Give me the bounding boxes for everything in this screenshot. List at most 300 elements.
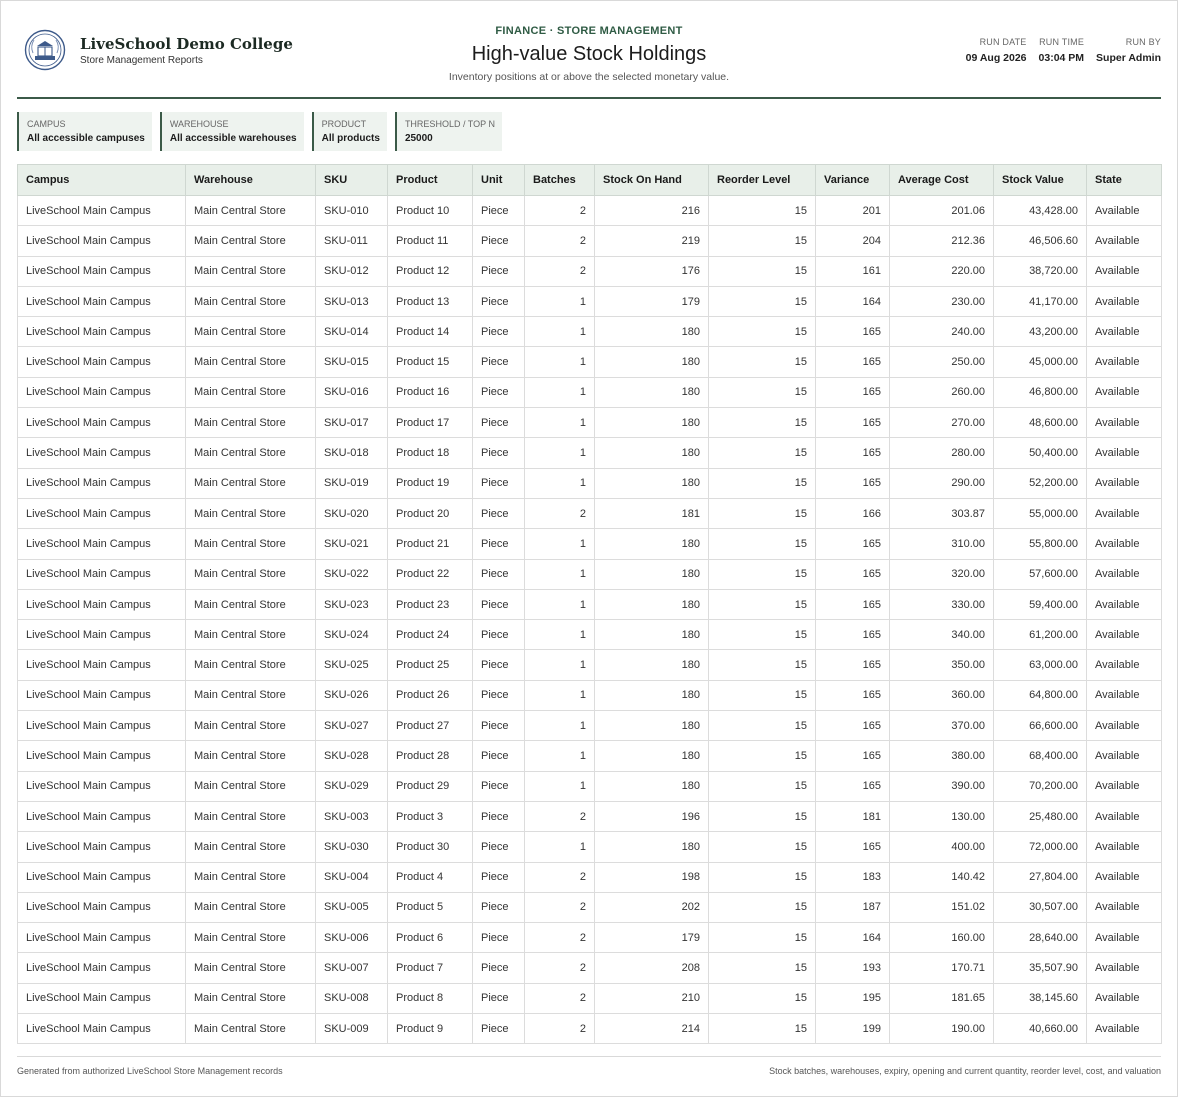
cell-variance: 165	[816, 529, 890, 559]
cell-variance: 165	[816, 408, 890, 438]
cell-stock-on-hand: 219	[595, 226, 709, 256]
cell-sku: SKU-013	[316, 286, 388, 316]
cell-average-cost: 181.65	[890, 983, 994, 1013]
cell-average-cost: 230.00	[890, 286, 994, 316]
cell-state: Available	[1087, 529, 1162, 559]
cell-product: Product 24	[388, 620, 473, 650]
cell-sku: SKU-009	[316, 1014, 388, 1044]
cell-product: Product 18	[388, 438, 473, 468]
column-header-campus: Campus	[18, 165, 186, 196]
cell-reorder-level: 15	[709, 650, 816, 680]
cell-variance: 165	[816, 650, 890, 680]
cell-stock-value: 46,800.00	[994, 377, 1087, 407]
run-by-value: Super Admin	[1096, 52, 1161, 64]
cell-batches: 1	[525, 377, 595, 407]
cell-stock-on-hand: 180	[595, 711, 709, 741]
table-row	[18, 589, 1162, 619]
cell-unit: Piece	[473, 226, 525, 256]
cell-batches: 2	[525, 498, 595, 528]
cell-batches: 1	[525, 741, 595, 771]
footer-source-note: Generated from authorized LiveSchool Store Management records	[17, 1066, 283, 1076]
table-row	[18, 862, 1162, 892]
cell-reorder-level: 15	[709, 498, 816, 528]
cell-campus: LiveSchool Main Campus	[18, 559, 186, 589]
cell-batches: 1	[525, 408, 595, 438]
page-title: High-value Stock Holdings	[471, 43, 707, 65]
cell-product: Product 9	[388, 1014, 473, 1044]
table-row	[18, 620, 1162, 650]
cell-stock-on-hand: 180	[595, 347, 709, 377]
cell-average-cost: 400.00	[890, 832, 994, 862]
table-row	[18, 498, 1162, 528]
cell-warehouse: Main Central Store	[186, 801, 316, 831]
run-by-label: RUN BY	[1125, 37, 1161, 47]
cell-stock-value: 30,507.00	[994, 892, 1087, 922]
cell-product: Product 26	[388, 680, 473, 710]
cell-unit: Piece	[473, 862, 525, 892]
cell-warehouse: Main Central Store	[186, 468, 316, 498]
cell-warehouse: Main Central Store	[186, 347, 316, 377]
cell-average-cost: 160.00	[890, 923, 994, 953]
cell-batches: 2	[525, 256, 595, 286]
cell-batches: 1	[525, 347, 595, 377]
cell-product: Product 29	[388, 771, 473, 801]
cell-sku: SKU-029	[316, 771, 388, 801]
cell-state: Available	[1087, 377, 1162, 407]
cell-unit: Piece	[473, 347, 525, 377]
org-subtitle: Store Management Reports	[80, 55, 203, 66]
cell-reorder-level: 15	[709, 317, 816, 347]
cell-state: Available	[1087, 559, 1162, 589]
cell-variance: 199	[816, 1014, 890, 1044]
cell-state: Available	[1087, 347, 1162, 377]
cell-unit: Piece	[473, 771, 525, 801]
cell-product: Product 20	[388, 498, 473, 528]
cell-average-cost: 240.00	[890, 317, 994, 347]
cell-unit: Piece	[473, 408, 525, 438]
filter-value: All accessible warehouses	[169, 133, 297, 144]
cell-unit: Piece	[473, 498, 525, 528]
filter-summary	[17, 112, 502, 151]
cell-warehouse: Main Central Store	[186, 498, 316, 528]
cell-reorder-level: 15	[709, 741, 816, 771]
cell-unit: Piece	[473, 741, 525, 771]
cell-stock-value: 57,600.00	[994, 559, 1087, 589]
cell-sku: SKU-017	[316, 408, 388, 438]
cell-average-cost: 212.36	[890, 226, 994, 256]
filter-label: THRESHOLD / TOP N	[404, 119, 495, 129]
cell-variance: 165	[816, 680, 890, 710]
cell-product: Product 30	[388, 832, 473, 862]
cell-stock-on-hand: 180	[595, 620, 709, 650]
cell-unit: Piece	[473, 438, 525, 468]
cell-batches: 2	[525, 983, 595, 1013]
cell-sku: SKU-004	[316, 862, 388, 892]
cell-reorder-level: 15	[709, 862, 816, 892]
cell-variance: 165	[816, 589, 890, 619]
cell-unit: Piece	[473, 801, 525, 831]
cell-warehouse: Main Central Store	[186, 559, 316, 589]
cell-state: Available	[1087, 832, 1162, 862]
cell-unit: Piece	[473, 559, 525, 589]
cell-variance: 165	[816, 741, 890, 771]
cell-product: Product 5	[388, 892, 473, 922]
cell-batches: 1	[525, 468, 595, 498]
cell-variance: 165	[816, 438, 890, 468]
cell-sku: SKU-011	[316, 226, 388, 256]
run-time-label: RUN TIME	[1039, 37, 1085, 47]
cell-warehouse: Main Central Store	[186, 711, 316, 741]
cell-product: Product 12	[388, 256, 473, 286]
cell-state: Available	[1087, 771, 1162, 801]
cell-reorder-level: 15	[709, 256, 816, 286]
table-row	[18, 286, 1162, 316]
run-date	[966, 37, 1027, 64]
cell-stock-on-hand: 198	[595, 862, 709, 892]
cell-sku: SKU-010	[316, 196, 388, 226]
cell-variance: 165	[816, 559, 890, 589]
cell-batches: 1	[525, 650, 595, 680]
cell-unit: Piece	[473, 317, 525, 347]
cell-stock-on-hand: 196	[595, 801, 709, 831]
column-header-stock-value: Stock Value	[994, 165, 1087, 196]
cell-reorder-level: 15	[709, 953, 816, 983]
footer-divider	[17, 1056, 1161, 1057]
cell-reorder-level: 15	[709, 226, 816, 256]
column-header-warehouse: Warehouse	[186, 165, 316, 196]
cell-stock-value: 63,000.00	[994, 650, 1087, 680]
table-header	[18, 165, 1162, 196]
cell-stock-value: 64,800.00	[994, 680, 1087, 710]
cell-stock-on-hand: 214	[595, 1014, 709, 1044]
cell-sku: SKU-019	[316, 468, 388, 498]
cell-stock-value: 50,400.00	[994, 438, 1087, 468]
cell-stock-on-hand: 176	[595, 256, 709, 286]
cell-batches: 1	[525, 286, 595, 316]
cell-unit: Piece	[473, 256, 525, 286]
cell-variance: 201	[816, 196, 890, 226]
filter-threshold	[395, 112, 502, 151]
cell-stock-on-hand: 202	[595, 892, 709, 922]
table-row	[18, 923, 1162, 953]
table-row	[18, 711, 1162, 741]
cell-unit: Piece	[473, 589, 525, 619]
cell-warehouse: Main Central Store	[186, 377, 316, 407]
cell-state: Available	[1087, 317, 1162, 347]
cell-average-cost: 130.00	[890, 801, 994, 831]
table-row	[18, 559, 1162, 589]
cell-batches: 2	[525, 196, 595, 226]
cell-stock-on-hand: 216	[595, 196, 709, 226]
cell-campus: LiveSchool Main Campus	[18, 892, 186, 922]
column-header-average-cost: Average Cost	[890, 165, 994, 196]
cell-reorder-level: 15	[709, 377, 816, 407]
cell-reorder-level: 15	[709, 711, 816, 741]
page-subtitle: Inventory positions at or above the selected monetary value.	[448, 71, 730, 83]
cell-warehouse: Main Central Store	[186, 438, 316, 468]
cell-warehouse: Main Central Store	[186, 741, 316, 771]
cell-variance: 164	[816, 286, 890, 316]
cell-campus: LiveSchool Main Campus	[18, 832, 186, 862]
cell-campus: LiveSchool Main Campus	[18, 801, 186, 831]
cell-stock-on-hand: 180	[595, 741, 709, 771]
cell-state: Available	[1087, 226, 1162, 256]
cell-reorder-level: 15	[709, 589, 816, 619]
cell-state: Available	[1087, 256, 1162, 286]
cell-warehouse: Main Central Store	[186, 1014, 316, 1044]
cell-stock-value: 55,800.00	[994, 529, 1087, 559]
cell-state: Available	[1087, 953, 1162, 983]
cell-variance: 204	[816, 226, 890, 256]
cell-state: Available	[1087, 650, 1162, 680]
cell-campus: LiveSchool Main Campus	[18, 1014, 186, 1044]
cell-reorder-level: 15	[709, 1014, 816, 1044]
cell-batches: 1	[525, 832, 595, 862]
cell-stock-value: 35,507.90	[994, 953, 1087, 983]
cell-sku: SKU-008	[316, 983, 388, 1013]
cell-stock-on-hand: 180	[595, 680, 709, 710]
cell-variance: 187	[816, 892, 890, 922]
cell-warehouse: Main Central Store	[186, 408, 316, 438]
cell-average-cost: 220.00	[890, 256, 994, 286]
cell-reorder-level: 15	[709, 286, 816, 316]
cell-batches: 1	[525, 711, 595, 741]
cell-stock-on-hand: 180	[595, 650, 709, 680]
cell-sku: SKU-018	[316, 438, 388, 468]
cell-product: Product 27	[388, 711, 473, 741]
cell-variance: 161	[816, 256, 890, 286]
run-by	[1096, 37, 1161, 64]
cell-product: Product 19	[388, 468, 473, 498]
cell-warehouse: Main Central Store	[186, 953, 316, 983]
column-header-reorder-level: Reorder Level	[709, 165, 816, 196]
cell-reorder-level: 15	[709, 347, 816, 377]
cell-unit: Piece	[473, 620, 525, 650]
table-row	[18, 408, 1162, 438]
cell-average-cost: 303.87	[890, 498, 994, 528]
cell-batches: 2	[525, 801, 595, 831]
cell-sku: SKU-020	[316, 498, 388, 528]
cell-average-cost: 260.00	[890, 377, 994, 407]
cell-sku: SKU-030	[316, 832, 388, 862]
cell-warehouse: Main Central Store	[186, 650, 316, 680]
cell-batches: 1	[525, 620, 595, 650]
cell-reorder-level: 15	[709, 468, 816, 498]
cell-batches: 2	[525, 892, 595, 922]
cell-variance: 166	[816, 498, 890, 528]
cell-average-cost: 290.00	[890, 468, 994, 498]
cell-sku: SKU-007	[316, 953, 388, 983]
cell-stock-value: 38,145.60	[994, 983, 1087, 1013]
cell-product: Product 14	[388, 317, 473, 347]
table-row	[18, 468, 1162, 498]
cell-stock-on-hand: 180	[595, 408, 709, 438]
cell-unit: Piece	[473, 196, 525, 226]
table-row	[18, 771, 1162, 801]
cell-variance: 165	[816, 620, 890, 650]
cell-stock-value: 45,000.00	[994, 347, 1087, 377]
cell-reorder-level: 15	[709, 680, 816, 710]
cell-stock-on-hand: 180	[595, 438, 709, 468]
cell-reorder-level: 15	[709, 620, 816, 650]
cell-average-cost: 330.00	[890, 589, 994, 619]
cell-unit: Piece	[473, 983, 525, 1013]
cell-reorder-level: 15	[709, 408, 816, 438]
cell-batches: 1	[525, 317, 595, 347]
cell-campus: LiveSchool Main Campus	[18, 711, 186, 741]
cell-state: Available	[1087, 923, 1162, 953]
cell-warehouse: Main Central Store	[186, 983, 316, 1013]
cell-product: Product 23	[388, 589, 473, 619]
cell-product: Product 7	[388, 953, 473, 983]
cell-reorder-level: 15	[709, 771, 816, 801]
cell-stock-on-hand: 179	[595, 923, 709, 953]
cell-stock-value: 46,506.60	[994, 226, 1087, 256]
table-row	[18, 529, 1162, 559]
cell-state: Available	[1087, 892, 1162, 922]
run-time	[1039, 37, 1085, 64]
cell-state: Available	[1087, 711, 1162, 741]
filter-label: PRODUCT	[321, 119, 367, 129]
cell-sku: SKU-028	[316, 741, 388, 771]
table-row	[18, 680, 1162, 710]
cell-variance: 165	[816, 711, 890, 741]
cell-campus: LiveSchool Main Campus	[18, 589, 186, 619]
cell-reorder-level: 15	[709, 529, 816, 559]
cell-stock-value: 43,428.00	[994, 196, 1087, 226]
cell-average-cost: 151.02	[890, 892, 994, 922]
run-time-value: 03:04 PM	[1038, 52, 1085, 64]
cell-state: Available	[1087, 286, 1162, 316]
cell-batches: 2	[525, 953, 595, 983]
cell-stock-value: 48,600.00	[994, 408, 1087, 438]
cell-stock-value: 52,200.00	[994, 468, 1087, 498]
report-header	[17, 0, 1161, 98]
cell-state: Available	[1087, 408, 1162, 438]
cell-variance: 165	[816, 377, 890, 407]
cell-unit: Piece	[473, 377, 525, 407]
cell-sku: SKU-025	[316, 650, 388, 680]
cell-variance: 165	[816, 771, 890, 801]
cell-average-cost: 390.00	[890, 771, 994, 801]
cell-average-cost: 140.42	[890, 862, 994, 892]
cell-sku: SKU-016	[316, 377, 388, 407]
cell-unit: Piece	[473, 892, 525, 922]
cell-campus: LiveSchool Main Campus	[18, 620, 186, 650]
filter-label: WAREHOUSE	[169, 119, 229, 129]
cell-product: Product 4	[388, 862, 473, 892]
cell-sku: SKU-014	[316, 317, 388, 347]
cell-warehouse: Main Central Store	[186, 680, 316, 710]
cell-stock-value: 27,804.00	[994, 862, 1087, 892]
cell-unit: Piece	[473, 832, 525, 862]
cell-average-cost: 310.00	[890, 529, 994, 559]
cell-campus: LiveSchool Main Campus	[18, 498, 186, 528]
cell-state: Available	[1087, 983, 1162, 1013]
cell-variance: 165	[816, 317, 890, 347]
cell-average-cost: 320.00	[890, 559, 994, 589]
cell-campus: LiveSchool Main Campus	[18, 953, 186, 983]
cell-batches: 1	[525, 589, 595, 619]
cell-variance: 181	[816, 801, 890, 831]
report-category: FINANCE · STORE MANAGEMENT	[495, 25, 683, 37]
cell-sku: SKU-021	[316, 529, 388, 559]
column-header-unit: Unit	[473, 165, 525, 196]
cell-stock-on-hand: 208	[595, 953, 709, 983]
cell-stock-on-hand: 180	[595, 377, 709, 407]
cell-campus: LiveSchool Main Campus	[18, 347, 186, 377]
filter-value: 25000	[404, 133, 433, 144]
cell-stock-value: 66,600.00	[994, 711, 1087, 741]
cell-average-cost: 380.00	[890, 741, 994, 771]
cell-unit: Piece	[473, 1014, 525, 1044]
cell-stock-on-hand: 180	[595, 468, 709, 498]
column-header-batches: Batches	[525, 165, 595, 196]
cell-average-cost: 190.00	[890, 1014, 994, 1044]
stock-holdings-table	[17, 164, 1162, 1044]
table-row	[18, 377, 1162, 407]
cell-unit: Piece	[473, 529, 525, 559]
cell-warehouse: Main Central Store	[186, 923, 316, 953]
cell-campus: LiveSchool Main Campus	[18, 438, 186, 468]
cell-stock-on-hand: 180	[595, 559, 709, 589]
cell-reorder-level: 15	[709, 196, 816, 226]
cell-reorder-level: 15	[709, 438, 816, 468]
cell-reorder-level: 15	[709, 892, 816, 922]
cell-product: Product 15	[388, 347, 473, 377]
column-header-variance: Variance	[816, 165, 890, 196]
cell-product: Product 17	[388, 408, 473, 438]
column-header-stock-on-hand: Stock On Hand	[595, 165, 709, 196]
cell-warehouse: Main Central Store	[186, 529, 316, 559]
run-date-value: 09 Aug 2026	[965, 52, 1027, 64]
cell-campus: LiveSchool Main Campus	[18, 468, 186, 498]
filter-label: CAMPUS	[27, 119, 66, 129]
cell-sku: SKU-015	[316, 347, 388, 377]
cell-state: Available	[1087, 589, 1162, 619]
cell-product: Product 8	[388, 983, 473, 1013]
cell-stock-value: 61,200.00	[994, 620, 1087, 650]
table-row	[18, 892, 1162, 922]
cell-average-cost: 280.00	[890, 438, 994, 468]
cell-state: Available	[1087, 196, 1162, 226]
cell-warehouse: Main Central Store	[186, 589, 316, 619]
cell-sku: SKU-027	[316, 711, 388, 741]
cell-stock-on-hand: 181	[595, 498, 709, 528]
cell-warehouse: Main Central Store	[186, 226, 316, 256]
cell-campus: LiveSchool Main Campus	[18, 196, 186, 226]
cell-stock-on-hand: 180	[595, 771, 709, 801]
cell-product: Product 13	[388, 286, 473, 316]
cell-stock-value: 28,640.00	[994, 923, 1087, 953]
cell-campus: LiveSchool Main Campus	[18, 256, 186, 286]
run-date-label: RUN DATE	[979, 37, 1027, 47]
cell-batches: 1	[525, 771, 595, 801]
cell-unit: Piece	[473, 680, 525, 710]
cell-average-cost: 270.00	[890, 408, 994, 438]
header-divider	[17, 97, 1161, 99]
table-row	[18, 317, 1162, 347]
filter-product	[312, 112, 387, 151]
cell-campus: LiveSchool Main Campus	[18, 983, 186, 1013]
cell-variance: 165	[816, 468, 890, 498]
cell-sku: SKU-024	[316, 620, 388, 650]
cell-batches: 2	[525, 862, 595, 892]
cell-sku: SKU-005	[316, 892, 388, 922]
cell-variance: 164	[816, 923, 890, 953]
cell-batches: 2	[525, 923, 595, 953]
cell-state: Available	[1087, 620, 1162, 650]
